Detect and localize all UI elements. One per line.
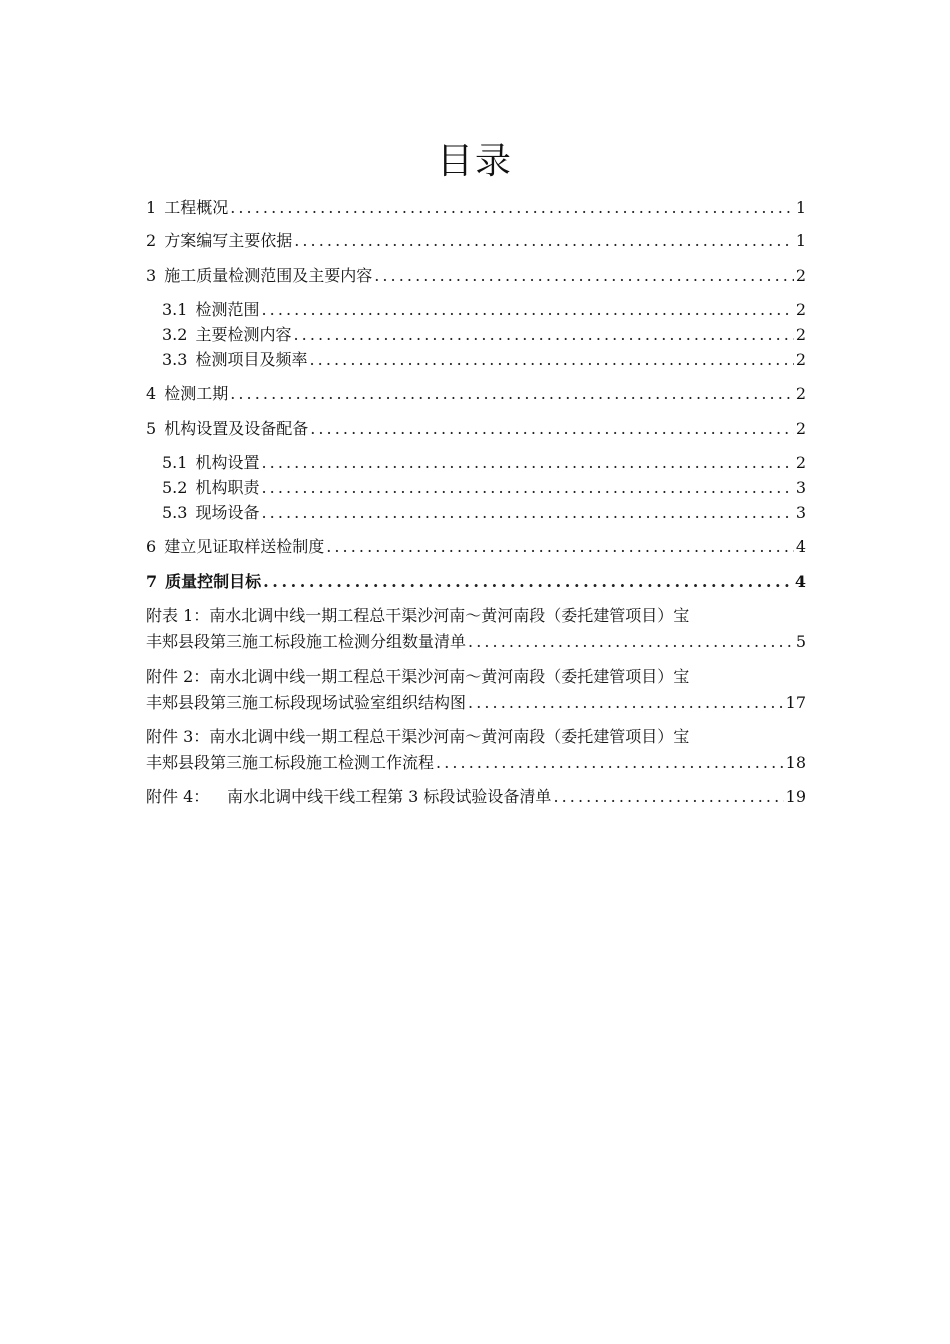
toc-attachment-1[interactable] — [146, 603, 806, 655]
toc-entry-number: 5.3 — [162, 503, 188, 522]
toc-entry-5[interactable] — [146, 416, 806, 442]
toc-entry-number: 3.3 — [162, 350, 188, 369]
toc-attachment-label: 附件 4： — [146, 787, 210, 806]
toc-leader-dots — [259, 500, 793, 526]
toc-entry-2[interactable] — [146, 228, 806, 254]
toc-entry-1[interactable] — [146, 195, 806, 221]
toc-entry-number: 5 — [146, 419, 157, 438]
toc-leader-dots — [466, 690, 784, 716]
toc-entry-number: 7 — [146, 572, 158, 591]
toc-entry-number: 1 — [146, 198, 157, 217]
toc-attachment-line2: 丰郏县段第三施工标段施工检测分组数量清单 — [146, 632, 467, 651]
toc-entry-4[interactable] — [146, 381, 806, 407]
toc-leader-dots — [259, 475, 793, 501]
toc-entry-number: 5.1 — [162, 453, 188, 472]
toc-entry-page: 4 — [795, 537, 806, 556]
toc-entry-page: 2 — [795, 300, 806, 319]
toc-entry-page: 17 — [785, 693, 806, 712]
toc-entry-page: 5 — [795, 632, 806, 651]
toc-leader-dots — [228, 195, 794, 221]
toc-entry-text: 南水北调中线干线工程第 3 标段试验设备清单 — [227, 787, 552, 806]
toc-entry-page: 2 — [795, 453, 806, 472]
toc-attachment-line2: 丰郏县段第三施工标段施工检测工作流程 — [146, 753, 435, 772]
toc-leader-dots — [551, 784, 783, 810]
toc-entry-page: 2 — [795, 350, 806, 369]
toc-entry-3-3[interactable] — [162, 347, 806, 373]
toc-leader-dots — [434, 750, 784, 776]
toc-leader-dots — [466, 629, 794, 655]
toc-entry-page: 4 — [794, 572, 806, 591]
toc-entry-text: 现场设备 — [195, 503, 260, 522]
toc-entry-page: 3 — [795, 478, 806, 497]
toc-entry-number: 3.1 — [162, 300, 188, 319]
toc-attachment-line1: 附表 1：南水北调中线一期工程总干渠沙河南～黄河南段（委托建管项目）宝 — [146, 606, 690, 625]
toc-entry-7[interactable] — [146, 569, 806, 595]
toc-entry-text: 工程概况 — [164, 198, 229, 217]
toc-entry-3[interactable] — [146, 263, 806, 289]
toc-entry-6[interactable] — [146, 534, 806, 560]
toc-leader-dots — [372, 263, 794, 289]
toc-entry-number: 2 — [146, 231, 157, 250]
toc-entry-number: 4 — [146, 384, 157, 403]
toc-leader-dots — [307, 347, 793, 373]
toc-entry-text: 质量控制目标 — [165, 572, 262, 591]
toc-attachment-line2: 丰郏县段第三施工标段现场试验室组织结构图 — [146, 693, 467, 712]
toc-entry-page: 2 — [795, 266, 806, 285]
toc-entry-text: 检测项目及频率 — [195, 350, 308, 369]
toc-entry-5-3[interactable] — [162, 500, 806, 526]
toc-entry-text: 机构设置及设备配备 — [164, 419, 309, 438]
toc-entry-number: 6 — [146, 537, 157, 556]
toc-leader-dots — [291, 322, 793, 348]
toc-attachment-line1: 附件 2：南水北调中线一期工程总干渠沙河南～黄河南段（委托建管项目）宝 — [146, 667, 690, 686]
toc-entry-number: 5.2 — [162, 478, 188, 497]
toc-entry-page: 2 — [795, 384, 806, 403]
toc-entry-5-1[interactable] — [162, 450, 806, 476]
toc-leader-dots — [259, 297, 793, 323]
toc-leader-dots — [324, 534, 794, 560]
toc-entry-page: 2 — [795, 325, 806, 344]
toc-entry-text: 方案编写主要依据 — [164, 231, 293, 250]
toc-title: 目录 — [436, 141, 513, 182]
toc-entry-3-2[interactable] — [162, 322, 806, 348]
toc-entry-number: 3 — [146, 266, 157, 285]
toc-entry-text: 建立见证取样送检制度 — [164, 537, 325, 556]
toc-attachment-4[interactable] — [146, 784, 806, 810]
toc-leader-dots — [308, 416, 794, 442]
toc-entry-5-2[interactable] — [162, 475, 806, 501]
toc-entry-page: 2 — [795, 419, 806, 438]
toc-entry-text: 施工质量检测范围及主要内容 — [164, 266, 373, 285]
toc-entry-page: 19 — [785, 787, 806, 806]
toc-leader-dots — [259, 450, 793, 476]
toc-entry-page: 1 — [795, 198, 806, 217]
toc-attachment-line1: 附件 3：南水北调中线一期工程总干渠沙河南～黄河南段（委托建管项目）宝 — [146, 727, 690, 746]
toc-entry-text: 检测范围 — [195, 300, 260, 319]
toc-entry-number: 3.2 — [162, 325, 188, 344]
toc-entry-3-1[interactable] — [162, 297, 806, 323]
toc-entry-text: 主要检测内容 — [195, 325, 292, 344]
toc-attachment-3[interactable] — [146, 724, 806, 776]
toc-leader-dots — [261, 569, 793, 595]
toc-attachment-2[interactable] — [146, 664, 806, 716]
toc-entry-text: 检测工期 — [164, 384, 229, 403]
toc-leader-dots — [292, 228, 794, 254]
toc-entry-page: 1 — [795, 231, 806, 250]
toc-entry-text: 机构职责 — [195, 478, 260, 497]
toc-leader-dots — [228, 381, 794, 407]
toc-entry-text: 机构设置 — [195, 453, 260, 472]
toc-entry-page: 3 — [795, 503, 806, 522]
toc-entry-page: 18 — [785, 753, 806, 772]
